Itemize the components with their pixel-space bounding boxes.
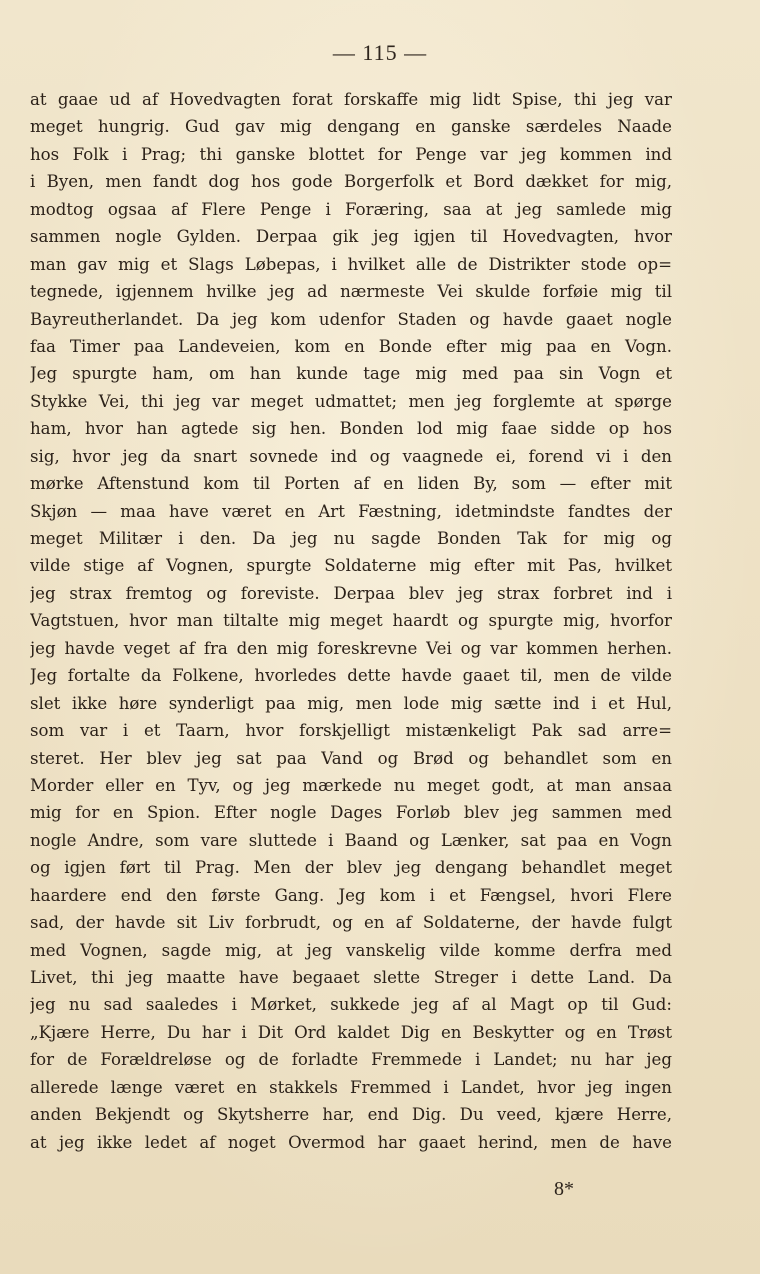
- text-line: for de Forældreløse og de forladte Fremmede i Landet; nu har jeg: [30, 1050, 672, 1070]
- text-line: at gaae ud af Hovedvagten forat forskaffe mig lidt Spise, thi jeg var: [30, 90, 672, 109]
- text-line: ham, hvor han agtede sig hen. Bonden lod mig faae sidde op hos: [30, 419, 672, 439]
- text-line: modtog ogsaa af Flere Penge i Foræring, saa at jeg samlede mig: [30, 199, 672, 219]
- text-line: sad, der havde sit Liv forbrudt, og en af Soldaterne, der havde fulgt: [30, 913, 672, 933]
- text-line: anden Bekjendt og Skytsherre har, end Dig. Du veed, kjære Herre,: [30, 1105, 672, 1125]
- text-line: man gav mig et Slags Løbepas, i hvilket alle de Distrikter stode op=: [30, 254, 672, 274]
- text-line: Stykke Vei, thi jeg var meget udmattet; men jeg forglemte at spørge: [30, 391, 672, 411]
- text-line: med Vognen, sagde mig, at jeg vanskelig vilde komme derfra med: [30, 940, 672, 960]
- text-line: mørke Aftenstund kom til Porten af en liden By, som — efter mit: [30, 474, 672, 494]
- page-number: — 115 —: [332, 40, 428, 65]
- text-line: sammen nogle Gylden. Derpaa gik jeg igjen til Hovedvagten, hvor: [30, 227, 672, 247]
- text-line: i Byen, men fandt dog hos gode Borgerfolk et Bord dækket for mig,: [30, 172, 672, 192]
- text-line: Jeg spurgte ham, om han kunde tage mig med paa sin Vogn et: [30, 364, 672, 384]
- text-line: Skjøn — maa have været en Art Fæstning, idetmindste fandtes der: [30, 501, 672, 521]
- text-line: Jeg fortalte da Folkene, hvorledes dette havde gaaet til, men de vilde: [30, 666, 672, 686]
- text-line: haardere end den første Gang. Jeg kom i et Fængsel, hvori Flere: [30, 885, 672, 905]
- body-text: [30, 86, 672, 1156]
- text-line: slet ikke høre synderligt paa mig, men lode mig sætte ind i et Hul,: [30, 693, 672, 713]
- text-line: Morder eller en Tyv, og jeg mærkede nu meget godt, at man ansaa: [30, 775, 672, 795]
- text-line: og igjen ført til Prag. Men der blev jeg dengang behandlet meget: [30, 858, 672, 878]
- text-line: meget Militær i den. Da jeg nu sagde Bonden Tak for mig og: [30, 529, 672, 548]
- text-line: at jeg ikke ledet af noget Overmod har gaaet herind, men de have: [30, 1132, 672, 1152]
- signature-mark: 8*: [554, 1178, 574, 1200]
- text-line: steret. Her blev jeg sat paa Vand og Brød og behandlet som en: [30, 748, 672, 768]
- text-line: tegnede, igjennem hvilke jeg ad nærmeste Vei skulde forføie mig til: [30, 282, 672, 302]
- text-line: vilde stige af Vognen, spurgte Soldaterne mig efter mit Pas, hvilket: [30, 556, 672, 576]
- text-line: som var i et Taarn, hvor forskjelligt mistænkeligt Pak sad arre=: [30, 721, 672, 741]
- text-line: hos Folk i Prag; thi ganske blottet for Penge var jeg kommen ind: [30, 144, 672, 164]
- text-line: nogle Andre, som vare sluttede i Baand og Lænker, sat paa en Vogn: [30, 830, 672, 850]
- text-line: Livet, thi jeg maatte have begaaet slette Streger i dette Land. Da: [30, 968, 672, 987]
- text-line: jeg nu sad saaledes i Mørket, sukkede jeg af al Magt op til Gud:: [30, 995, 672, 1015]
- text-line: allerede længe været en stakkels Fremmed i Landet, hvor jeg ingen: [30, 1077, 672, 1097]
- text-line: Bayreutherlandet. Da jeg kom udenfor Staden og havde gaaet nogle: [30, 309, 672, 329]
- text-line: meget hungrig. Gud gav mig dengang en ganske særdeles Naade: [30, 117, 672, 137]
- text-line: mig for en Spion. Efter nogle Dages Forløb blev jeg sammen med: [30, 803, 672, 823]
- text-line: faa Timer paa Landeveien, kom en Bonde efter mig paa en Vogn.: [30, 336, 672, 356]
- text-line: „Kjære Herre, Du har i Dit Ord kaldet Dig en Beskytter og en Trøst: [30, 1022, 672, 1042]
- text-line: jeg strax fremtog og foreviste. Derpaa blev jeg strax forbret ind i: [30, 583, 672, 603]
- text-line: Vagtstuen, hvor man tiltalte mig meget haardt og spurgte mig, hvorfor: [30, 611, 672, 631]
- text-line: sig, hvor jeg da snart sovnede ind og vaagnede ei, forend vi i den: [30, 446, 672, 466]
- text-line: jeg havde veget af fra den mig foreskrevne Vei og var kommen herhen.: [30, 638, 672, 658]
